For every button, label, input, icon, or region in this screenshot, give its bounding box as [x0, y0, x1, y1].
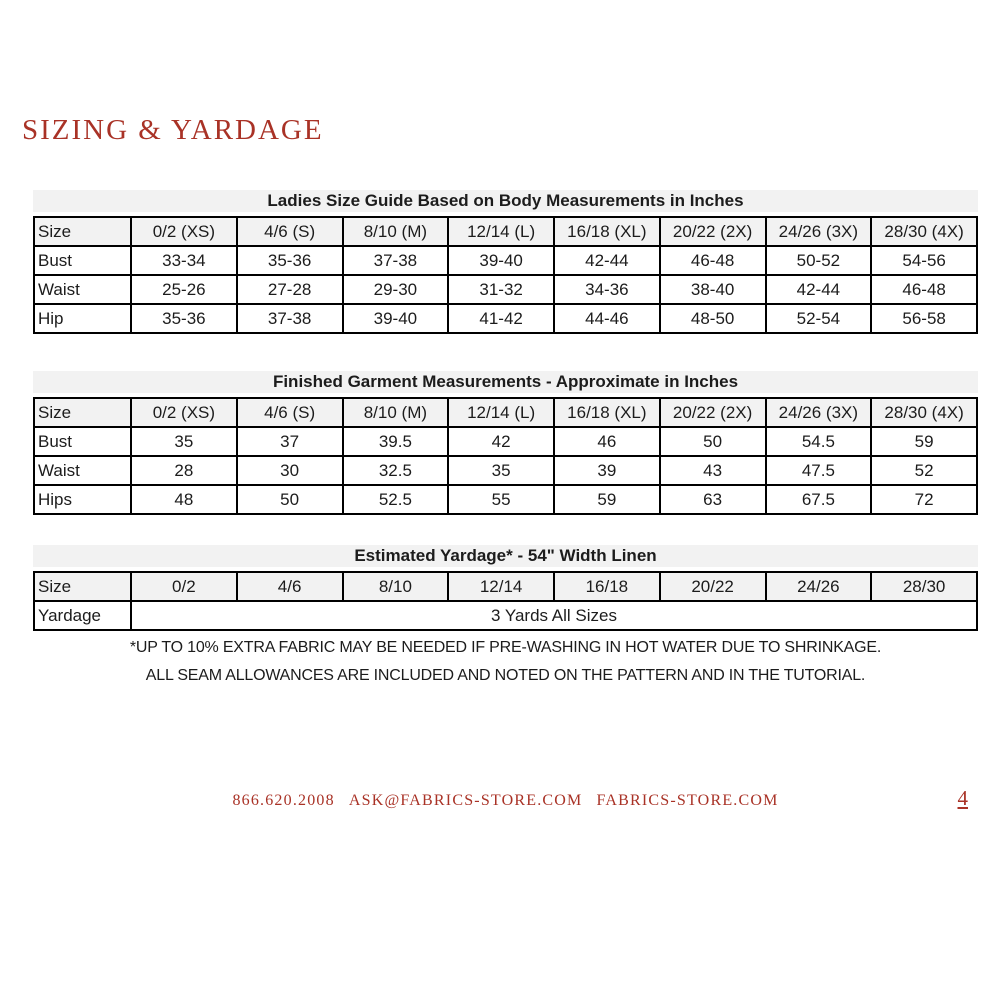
body-measurements-caption: Ladies Size Guide Based on Body Measurements in Inches	[33, 190, 978, 212]
garment-measurements-section	[33, 371, 978, 515]
data-cell: 54-56	[871, 246, 977, 275]
header-cell: 24/26	[766, 572, 872, 601]
header-cell: 0/2 (XS)	[131, 398, 237, 427]
header-cell: 20/22 (2X)	[660, 398, 766, 427]
table-row	[34, 601, 977, 630]
header-cell: 20/22	[660, 572, 766, 601]
row-label-cell: Waist	[34, 275, 131, 304]
data-cell: 35	[448, 456, 554, 485]
header-cell: Size	[34, 398, 131, 427]
data-cell: 38-40	[660, 275, 766, 304]
data-cell: 27-28	[237, 275, 343, 304]
data-cell: 72	[871, 485, 977, 514]
data-cell: 42-44	[554, 246, 660, 275]
yardage-caption: Estimated Yardage* - 54" Width Linen	[33, 545, 978, 567]
data-cell: 56-58	[871, 304, 977, 333]
notes-block	[33, 634, 978, 690]
data-cell: 59	[554, 485, 660, 514]
header-cell: 16/18 (XL)	[554, 398, 660, 427]
data-cell: 3 Yards All Sizes	[131, 601, 977, 630]
data-cell: 67.5	[766, 485, 872, 514]
footer-phone: 866.620.2008	[232, 792, 335, 809]
header-cell: 28/30 (4X)	[871, 217, 977, 246]
data-cell: 37-38	[343, 246, 449, 275]
garment-measurements-table	[33, 397, 978, 515]
row-label-cell: Yardage	[34, 601, 131, 630]
data-cell: 59	[871, 427, 977, 456]
data-cell: 37-38	[237, 304, 343, 333]
data-cell: 54.5	[766, 427, 872, 456]
data-cell: 63	[660, 485, 766, 514]
data-cell: 31-32	[448, 275, 554, 304]
yardage-section	[33, 545, 978, 631]
table-row	[34, 427, 977, 456]
header-cell: 20/22 (2X)	[660, 217, 766, 246]
data-cell: 35	[131, 427, 237, 456]
footer-email: ASK@FABRICS-STORE.COM	[348, 792, 583, 809]
header-cell: 24/26 (3X)	[766, 398, 872, 427]
garment-measurements-caption: Finished Garment Measurements - Approximate in Inches	[33, 371, 978, 393]
header-cell: 12/14 (L)	[448, 217, 554, 246]
data-cell: 55	[448, 485, 554, 514]
header-cell: 4/6 (S)	[237, 398, 343, 427]
row-label-cell: Waist	[34, 456, 131, 485]
data-cell: 42-44	[766, 275, 872, 304]
data-cell: 52	[871, 456, 977, 485]
data-cell: 39	[554, 456, 660, 485]
data-cell: 47.5	[766, 456, 872, 485]
table-row	[34, 275, 977, 304]
data-cell: 48-50	[660, 304, 766, 333]
header-cell: 16/18	[554, 572, 660, 601]
data-cell: 39-40	[448, 246, 554, 275]
header-cell: 12/14	[448, 572, 554, 601]
header-cell: 24/26 (3X)	[766, 217, 872, 246]
data-cell: 52.5	[343, 485, 449, 514]
table-row	[34, 246, 977, 275]
data-cell: 48	[131, 485, 237, 514]
data-cell: 35-36	[237, 246, 343, 275]
header-cell: 8/10 (M)	[343, 217, 449, 246]
header-cell: Size	[34, 572, 131, 601]
header-cell: 4/6	[237, 572, 343, 601]
data-cell: 37	[237, 427, 343, 456]
data-cell: 34-36	[554, 275, 660, 304]
note-seam-allowances: ALL SEAM ALLOWANCES ARE INCLUDED AND NOTED ON THE PATTERN AND IN THE TUTORIAL.	[145, 667, 866, 684]
header-cell: 28/30	[871, 572, 977, 601]
data-cell: 25-26	[131, 275, 237, 304]
data-cell: 32.5	[343, 456, 449, 485]
data-cell: 50	[660, 427, 766, 456]
header-cell: 8/10 (M)	[343, 398, 449, 427]
data-cell: 52-54	[766, 304, 872, 333]
data-cell: 46-48	[871, 275, 977, 304]
table-row	[34, 485, 977, 514]
row-label-cell: Hips	[34, 485, 131, 514]
data-cell: 44-46	[554, 304, 660, 333]
footer-contact-line	[33, 792, 978, 810]
data-cell: 50-52	[766, 246, 872, 275]
data-cell: 43	[660, 456, 766, 485]
header-cell: 0/2 (XS)	[131, 217, 237, 246]
data-cell: 41-42	[448, 304, 554, 333]
yardage-table	[33, 571, 978, 631]
header-cell: 12/14 (L)	[448, 398, 554, 427]
table-header-row	[34, 398, 977, 427]
data-cell: 33-34	[131, 246, 237, 275]
table-row	[34, 456, 977, 485]
data-cell: 35-36	[131, 304, 237, 333]
data-cell: 46	[554, 427, 660, 456]
page-title: SIZING & YARDAGE	[22, 114, 324, 146]
header-cell: 28/30 (4X)	[871, 398, 977, 427]
note-shrinkage: *UP TO 10% EXTRA FABRIC MAY BE NEEDED IF PRE-WASHING IN HOT WATER DUE TO SHRINKAGE.	[129, 639, 882, 656]
table-header-row	[34, 217, 977, 246]
row-label-cell: Hip	[34, 304, 131, 333]
page-number: 4	[957, 786, 968, 810]
header-cell: Size	[34, 217, 131, 246]
table-header-row	[34, 572, 977, 601]
header-cell: 4/6 (S)	[237, 217, 343, 246]
data-cell: 46-48	[660, 246, 766, 275]
data-cell: 28	[131, 456, 237, 485]
data-cell: 29-30	[343, 275, 449, 304]
data-cell: 30	[237, 456, 343, 485]
body-measurements-table	[33, 216, 978, 334]
data-cell: 42	[448, 427, 554, 456]
data-cell: 50	[237, 485, 343, 514]
header-cell: 8/10	[343, 572, 449, 601]
data-cell: 39-40	[343, 304, 449, 333]
footer-website: FABRICS-STORE.COM	[596, 792, 779, 809]
header-cell: 16/18 (XL)	[554, 217, 660, 246]
row-label-cell: Bust	[34, 427, 131, 456]
row-label-cell: Bust	[34, 246, 131, 275]
data-cell: 39.5	[343, 427, 449, 456]
table-row	[34, 304, 977, 333]
body-measurements-section	[33, 190, 978, 334]
header-cell: 0/2	[131, 572, 237, 601]
